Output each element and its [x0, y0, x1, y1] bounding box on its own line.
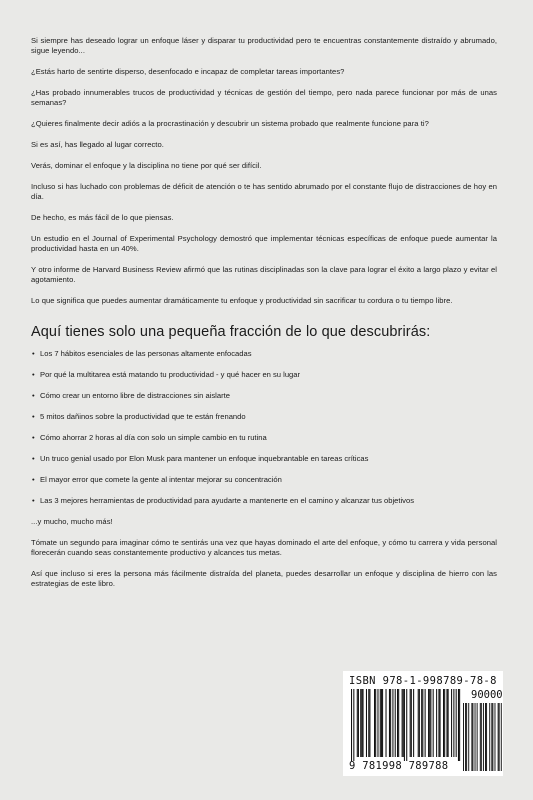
list-item-text: Cómo ahorrar 2 horas al día con solo un simple cambio en tu rutina — [40, 433, 267, 442]
intro-paragraph: ¿Estás harto de sentirte disperso, desenfocado e incapaz de completar tareas importantes? — [31, 67, 345, 76]
list-item-text: Los 7 hábitos esenciales de las personas altamente enfocadas — [40, 349, 252, 358]
section-heading: Aquí tienes solo una pequeña fracción de lo que descubrirás: — [31, 324, 431, 340]
intro-paragraph: De hecho, es más fácil de lo que piensas. — [31, 213, 174, 222]
list-item — [31, 433, 497, 443]
list-item — [31, 496, 497, 506]
intro-paragraph: Lo que significa que puedes aumentar dramáticamente tu enfoque y productividad sin sacrificar tu cordura o tu tiempo libre. — [31, 296, 453, 305]
intro-section — [31, 36, 497, 306]
barcode-addon-digits: 90000 — [471, 689, 503, 701]
bullet-icon: • — [32, 412, 35, 421]
list-item-text: Las 3 mejores herramientas de productividad para ayudarte a mantenerte en el camino y alcanzar tus objetivos — [40, 496, 414, 505]
list-item — [31, 475, 497, 485]
isbn-label: ISBN 978-1-998789-78-8 — [349, 675, 497, 687]
list-item-text: 5 mitos dañinos sobre la productividad que te están frenando — [40, 412, 246, 421]
bullet-icon: • — [32, 349, 35, 358]
list-item-text: El mayor error que comete la gente al intentar mejorar su concentración — [40, 475, 282, 484]
intro-paragraph: Y otro informe de Harvard Business Review afirmó que las rutinas disciplinadas son la clave para lograr el éxito a largo plazo y evitar el agotamiento. — [31, 265, 497, 284]
list-item-text: Cómo crear un entorno libre de distracciones sin aislarte — [40, 391, 230, 400]
closing-paragraph: Tómate un segundo para imaginar cómo te sentirás una vez que hayas dominado el arte del enfoque, y cómo tu carrera y vida personal florecerán cuando seas constantemente productivo y alcances tus metas. — [31, 538, 497, 557]
closing-paragraph: Así que incluso si eres la persona más fácilmente distraída del planeta, puedes desarrollar un enfoque y disciplina de hierro con las estrategias de este libro. — [31, 569, 497, 588]
bullet-icon: • — [32, 391, 35, 400]
intro-paragraph: Si es así, has llegado al lugar correcto. — [31, 140, 164, 149]
bullet-icon: • — [32, 370, 35, 379]
barcode-ean-digits: 9 781998 789788 — [349, 760, 449, 772]
intro-paragraph: Verás, dominar el enfoque y la disciplina no tiene por qué ser difícil. — [31, 161, 262, 170]
benefits-list — [31, 349, 497, 506]
intro-paragraph: ¿Quieres finalmente decir adiós a la procrastinación y descubrir un sistema probado que realmente funcione para ti? — [31, 119, 429, 128]
closing-paragraph: ...y mucho, mucho más! — [31, 517, 113, 526]
bullet-icon: • — [32, 433, 35, 442]
intro-paragraph: Si siempre has deseado lograr un enfoque láser y disparar tu productividad pero te encuentras constantemente distraído y abrumado, sigue leyendo... — [31, 36, 497, 55]
back-cover-text — [31, 36, 497, 600]
intro-paragraph: Un estudio en el Journal of Experimental Psychology demostró que implementar técnicas específicas de enfoque puede aumentar la productividad hasta en un 40%. — [31, 234, 497, 253]
list-item-text: Por qué la multitarea está matando tu productividad - y qué hacer en su lugar — [40, 370, 301, 379]
list-item — [31, 412, 497, 422]
list-item — [31, 349, 497, 359]
list-item — [31, 454, 497, 464]
list-item-text: Un truco genial usado por Elon Musk para mantener un enfoque inquebrantable en tareas críticas — [40, 454, 369, 463]
bullet-icon: • — [32, 475, 35, 484]
list-item — [31, 370, 497, 380]
bullet-icon: • — [32, 496, 35, 505]
isbn-barcode — [343, 671, 503, 776]
list-item — [31, 391, 497, 401]
intro-paragraph: Incluso si has luchado con problemas de déficit de atención o te has sentido abrumado por el constante flujo de distracciones de hoy en día. — [31, 182, 497, 201]
closing-section — [31, 517, 497, 589]
bullet-icon: • — [32, 454, 35, 463]
intro-paragraph: ¿Has probado innumerables trucos de productividad y técnicas de gestión del tiempo, pero nada parece funcionar por más de unas semanas? — [31, 88, 497, 107]
